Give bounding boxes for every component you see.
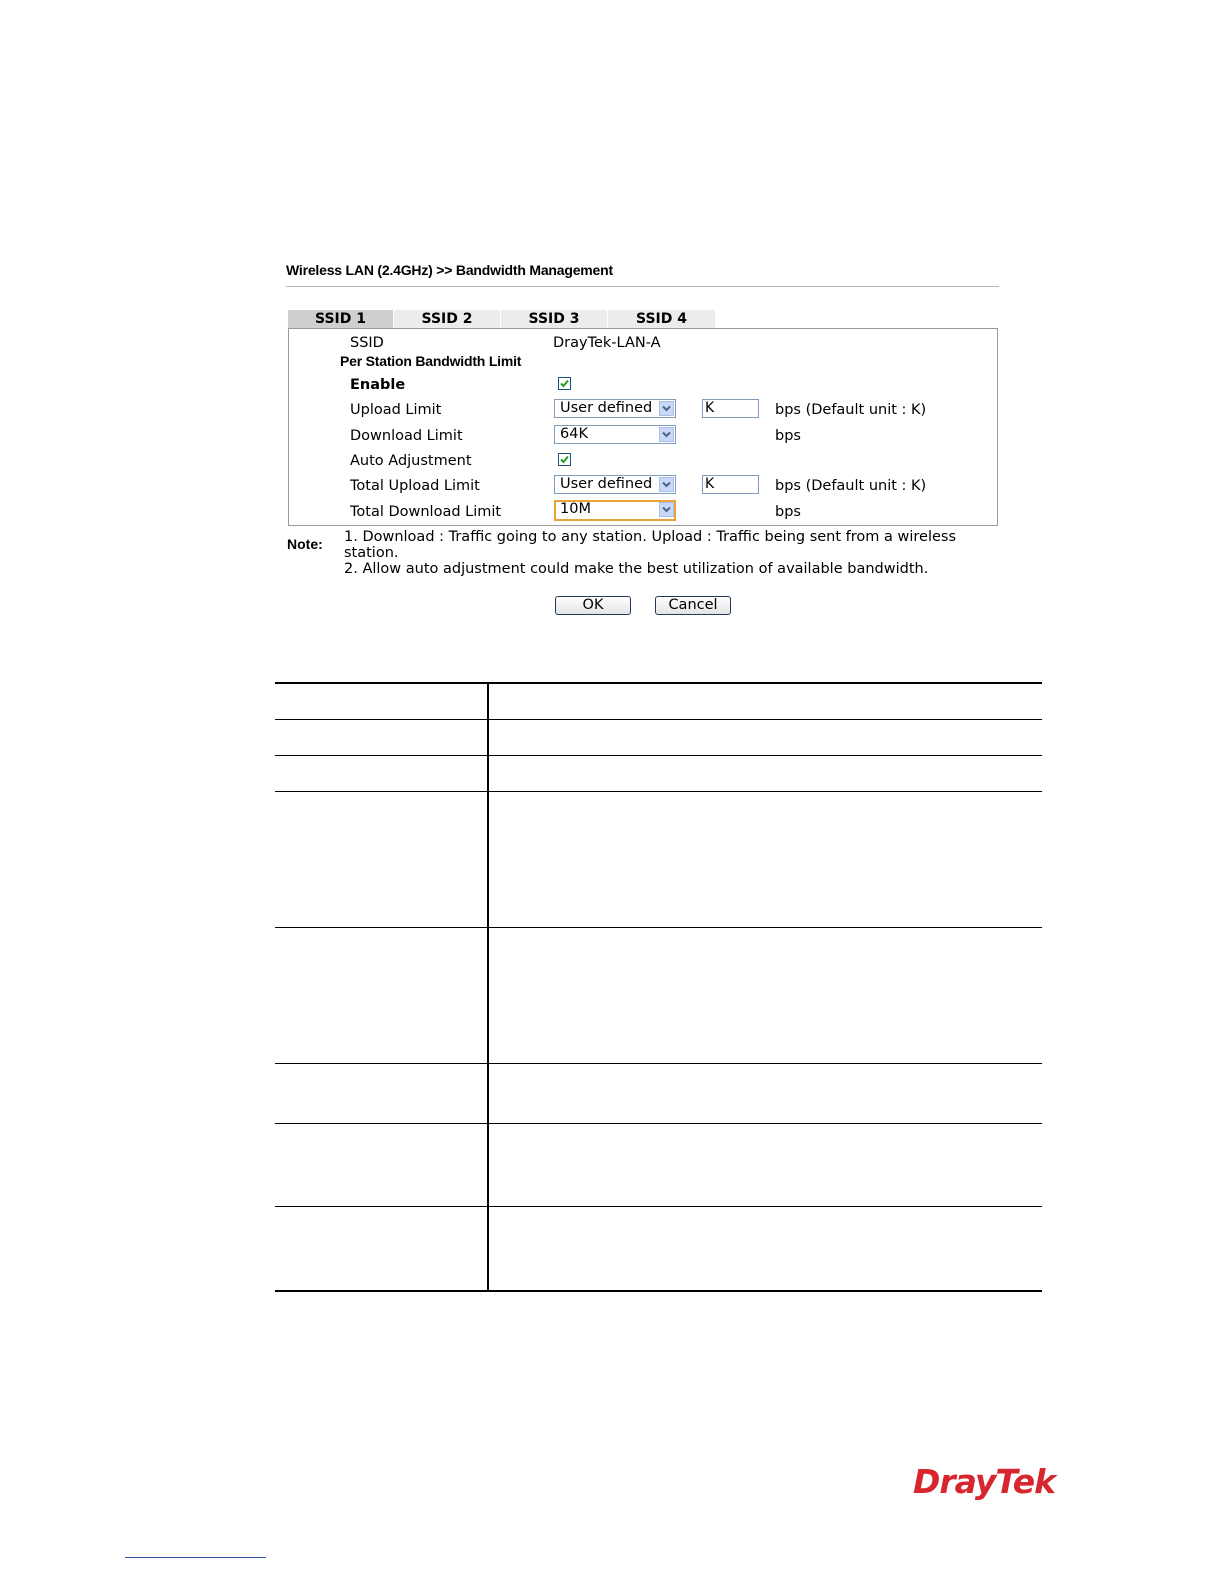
checkmark-icon: [559, 378, 570, 389]
tab-ssid-3[interactable]: SSID 3: [501, 310, 608, 328]
footer-divider: [125, 1557, 266, 1558]
ok-button[interactable]: OK: [555, 596, 631, 615]
table-row-divider: [275, 1206, 1042, 1207]
draytek-logo: DrayTek: [913, 1462, 1056, 1501]
total-upload-limit-input[interactable]: K: [702, 475, 759, 494]
chevron-down-icon: [659, 502, 674, 517]
ssid-value: DrayTek-LAN-A: [553, 335, 661, 351]
title-divider: [286, 286, 999, 287]
download-limit-select-value: 64K: [560, 426, 588, 442]
section-title: Per Station Bandwidth Limit: [340, 353, 522, 369]
chevron-down-icon: [659, 427, 674, 442]
cancel-button[interactable]: Cancel: [655, 596, 731, 615]
auto-adjustment-checkbox[interactable]: [558, 453, 571, 466]
total-upload-limit-select-value: User defined: [560, 476, 653, 492]
table-row-divider: [275, 927, 1042, 928]
total-upload-limit-select[interactable]: [554, 475, 676, 494]
tab-ssid-4[interactable]: SSID 4: [608, 310, 716, 328]
table-row-divider: [275, 719, 1042, 720]
page-title: Wireless LAN (2.4GHz) >> Bandwidth Management: [286, 262, 613, 278]
description-table-column-divider: [487, 684, 489, 1290]
description-table-top-border: [275, 682, 1042, 684]
upload-limit-label: Upload Limit: [350, 402, 442, 418]
total-upload-limit-label: Total Upload Limit: [350, 478, 480, 494]
upload-limit-select-value: User defined: [560, 400, 653, 416]
enable-label: Enable: [350, 377, 406, 393]
table-row-divider: [275, 1063, 1042, 1064]
ssid-label: SSID: [350, 335, 384, 351]
table-row-divider: [275, 755, 1042, 756]
table-row-divider: [275, 791, 1042, 792]
enable-checkbox[interactable]: [558, 377, 571, 390]
download-limit-label: Download Limit: [350, 428, 463, 444]
note-line-2: 2. Allow auto adjustment could make the best utilization of available bandwidth.: [344, 561, 929, 577]
note-line-1-continued: station.: [344, 545, 399, 561]
download-limit-unit: bps: [775, 428, 801, 444]
upload-limit-input[interactable]: K: [702, 399, 759, 418]
total-download-limit-select[interactable]: [554, 500, 676, 521]
checkmark-icon: [559, 454, 570, 465]
tab-ssid-2[interactable]: SSID 2: [394, 310, 501, 328]
table-row-divider: [275, 1123, 1042, 1124]
chevron-down-icon: [659, 401, 674, 416]
total-download-limit-unit: bps: [775, 504, 801, 520]
total-download-limit-select-value: 10M: [560, 501, 591, 517]
ssid-tab-bar: [288, 310, 716, 328]
chevron-down-icon: [659, 477, 674, 492]
note-label: Note:: [287, 536, 323, 552]
total-download-limit-label: Total Download Limit: [350, 504, 502, 520]
note-line-1: 1. Download : Traffic going to any station. Upload : Traffic being sent from a wireless: [344, 529, 957, 545]
upload-limit-unit: bps (Default unit : K): [775, 402, 927, 418]
total-upload-limit-unit: bps (Default unit : K): [775, 478, 927, 494]
auto-adjustment-label: Auto Adjustment: [350, 453, 472, 469]
download-limit-select[interactable]: [554, 425, 676, 444]
description-table-bottom-border: [275, 1290, 1042, 1292]
tab-ssid-1[interactable]: SSID 1: [288, 310, 394, 328]
upload-limit-select[interactable]: [554, 399, 676, 418]
